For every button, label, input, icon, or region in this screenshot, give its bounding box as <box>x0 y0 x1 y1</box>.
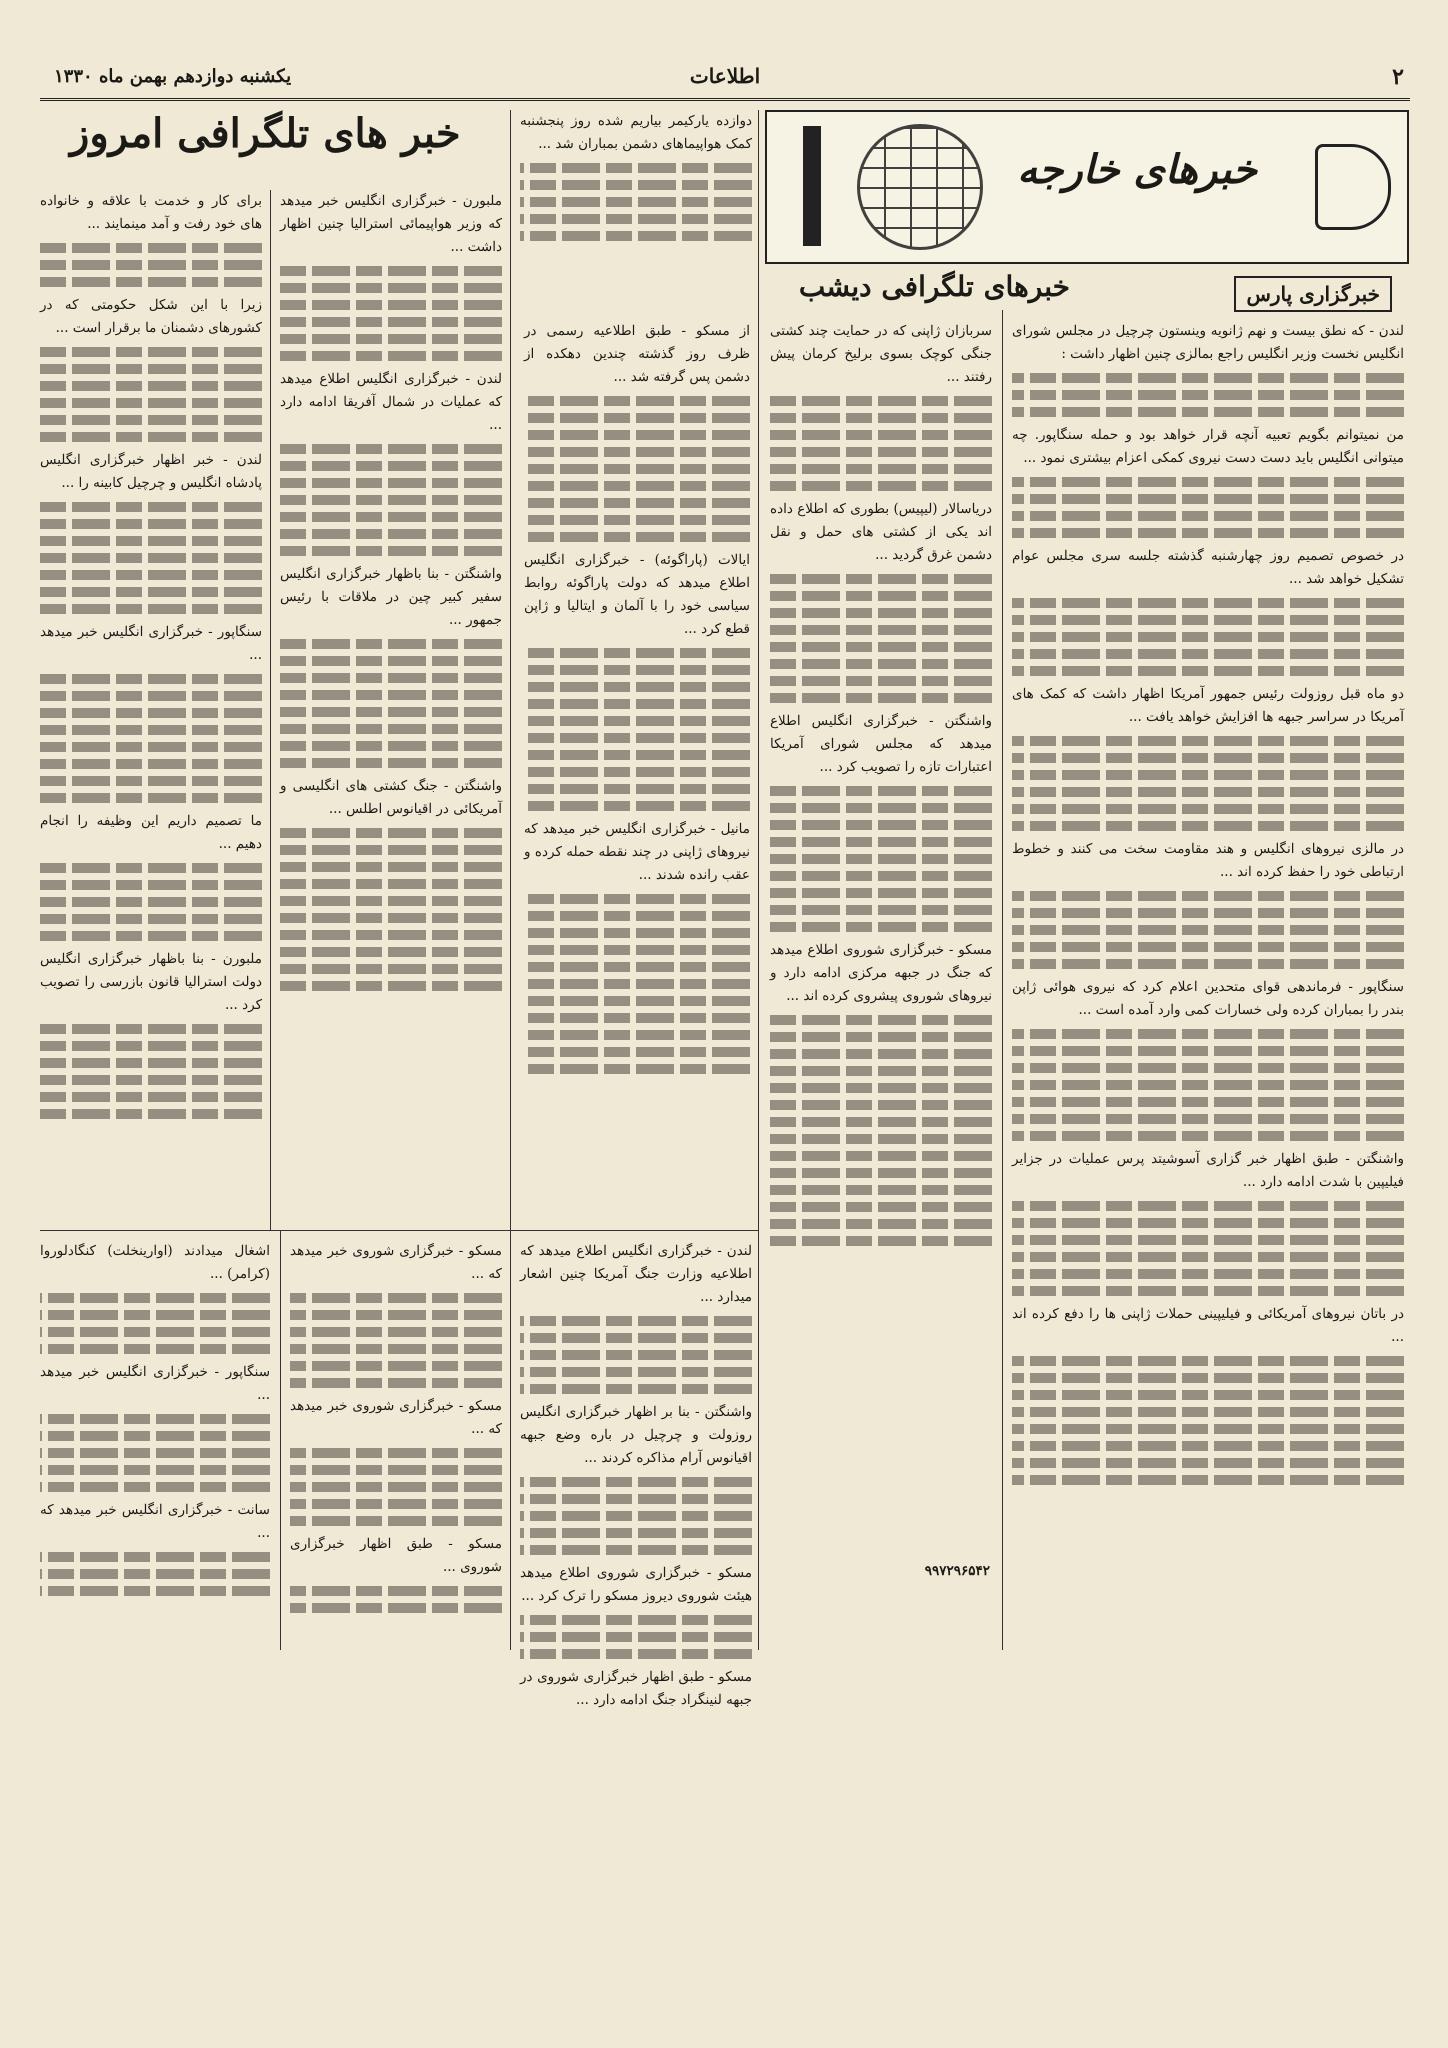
article-paragraph: اشغال میدادند (اوارینخلت) کنگادلوروا (کرامر) ... <box>40 1243 270 1282</box>
article-paragraph: در خصوص تصمیم روز چهارشنبه گذشته جلسه سری مجلس عوام تشکیل خواهد شد ... <box>1012 548 1404 587</box>
pars-column <box>1012 320 1404 1640</box>
article-paragraph: مانیل - خبرگزاری انگلیس خبر میدهد که نیروهای ژاپنی در چند نقطه حمله کرده و عقب رانده شدند ... <box>524 821 750 883</box>
article-paragraph: سنگاپور - خبرگزاری انگلیس خبر میدهد ... <box>40 624 262 663</box>
issue-date: یکشنبه دوازدهم بهمن ماه ۱۳۳۰ <box>54 66 292 87</box>
foreign-news-banner <box>765 110 1409 264</box>
article-paragraph: دریاسالار (لیپیس) بطوری که اطلاع داده اند یکی از کشتی های حمل و نقل دشمن غرق گردید ... <box>770 501 992 563</box>
article-paragraph: واشنگتن - طبق اظهار خبر گزاری آسوشیتد پرس عملیات در جزایر فیلیپین با شدت ادامه دارد ... <box>1012 1151 1404 1190</box>
article-paragraph: دو ماه قبل روزولت رئیس جمهور آمریکا اظهار داشت که کمک های آمریکا در سراسر جبهه ها افزایش خواهد یافت ... <box>1012 686 1404 725</box>
last-night-column-right <box>770 320 992 1640</box>
newspaper-page <box>40 40 1410 2020</box>
banner-title: خبرهای خارجه <box>1017 146 1257 193</box>
article-paragraph: ما تصمیم داریم این وظیفه را انجام دهیم ... <box>40 813 262 852</box>
last-night-headline: خبرهای تلگرافی دیشب <box>798 270 1070 303</box>
globe-icon <box>857 124 983 250</box>
article-paragraph: من نمیتوانم بگویم تعبیه آنچه قرار خواهد بود و حمله سنگاپور. چه میتوانی انگلیس باید دست دست نیروی کمکی اعزام بیشتری نمود ... <box>1012 427 1404 466</box>
article-paragraph: مسکو - خبرگزاری شوروی اطلاع میدهد که جنگ در جبهه مرکزی ادامه دارد و نیروهای شوروی پیشروی کرده اند ... <box>770 942 992 1004</box>
article-paragraph: در مالزی نیروهای انگلیس و هند مقاومت سخت می کنند و خطوط ارتباطی خود را حفظ کرده اند ... <box>1012 841 1404 880</box>
column-rule <box>280 1230 281 1650</box>
bottom-column-center <box>520 1240 752 1708</box>
today-column-right <box>280 190 502 1220</box>
article-paragraph: مسکو - طبق اظهار خبرگزاری شوروی در جبهه لنینگراد جنگ ادامه دارد ... <box>520 1669 752 1708</box>
article-paragraph: لندن - خبرگزاری انگلیس اطلاع میدهد که عملیات در شمال آفریقا ادامه دارد ... <box>280 371 502 433</box>
newspaper-title: اطلاعات <box>689 64 761 88</box>
article-paragraph: سنگاپور - فرماندهی قوای متحدین اعلام کرد که نیروی هوائی ژاپن بندر را بمباران کرده ولی خسارات کمی وارد آمده است ... <box>1012 979 1404 1018</box>
bottom-column-middle <box>290 1240 502 1640</box>
pars-agency-label: خبرگزاری پارس <box>1234 276 1392 312</box>
footer-code: ۹۹۷۲۹۶۵۴۲ <box>924 1563 990 1579</box>
column-rule <box>510 110 511 1230</box>
article-paragraph: ملبورن - خبرگزاری انگلیس خبر میدهد که وزیر هواپیمائی استرالیا چنین اظهار داشت ... <box>280 193 502 255</box>
masthead-bar <box>40 58 1410 101</box>
column-rule <box>1002 310 1003 1650</box>
today-headline: خبر های تلگرافی امروز <box>70 110 461 157</box>
article-paragraph: لندن - که نطق بیست و نهم ژانویه وینستون چرچیل در مجلس شورای انگلیس نخست وزیر انگلیس راجع بمالزی چنین اظهار داشت : <box>1012 323 1404 362</box>
loudspeaker-icon <box>1315 144 1391 230</box>
center-top-column <box>520 110 752 310</box>
article-paragraph: واشنگتن - خبرگزاری انگلیس اطلاع میدهد که مجلس شورای آمریکا اعتبارات تازه را تصویب کرد ... <box>770 713 992 775</box>
article-paragraph: دوازده یارکیمر بیاریم شده روز پنجشنبه کمک هواپیماهای دشمن بمباران شد ... <box>520 113 752 152</box>
article-paragraph: مسکو - خبرگزاری شوروی خبر میدهد که ... <box>290 1243 502 1282</box>
article-paragraph: مسکو - طبق اظهار خبرگزاری شوروی ... <box>290 1536 502 1575</box>
article-paragraph: از مسکو - طبق اطلاعیه رسمی در ظرف روز گذشته چندین دهکده از دشمن پس گرفته شد ... <box>524 323 750 385</box>
bottom-column-left <box>40 1240 270 1640</box>
radio-tower-icon <box>803 126 821 246</box>
article-paragraph: در باتان نیروهای آمریکائی و فیلیپینی حملات ژاپنی ها را دفع کرده اند ... <box>1012 1306 1404 1345</box>
column-rule <box>758 110 759 1650</box>
article-paragraph: واشنگتن - بنا بر اظهار خبرگزاری انگلیس روزولت و چرچیل در باره وضع جبهه اقیانوس آرام مذاکره کردند ... <box>520 1404 752 1466</box>
today-column-left <box>40 190 262 1220</box>
article-paragraph: سربازان ژاپنی که در حمایت چند کشتی جنگی کوچک بسوی برلیخ کرمان پیش رفتند ... <box>770 323 992 385</box>
article-paragraph: ایالات (پاراگوئه) - خبرگزاری انگلیس اطلاع میدهد که دولت پاراگوئه روابط سیاسی خود را با آلمان و ایتالیا و ژاپن قطع کرد ... <box>524 552 750 637</box>
article-paragraph: زیرا با این شکل حکومتی که در کشورهای دشمنان ما برقرار است ... <box>40 297 262 336</box>
article-paragraph: لندن - خبر اظهار خبرگزاری انگلیس پادشاه انگلیس و چرچیل کابینه را ... <box>40 452 262 491</box>
column-rule <box>510 1230 511 1650</box>
article-paragraph: واشنگتن - بنا باظهار خبرگزاری انگلیس سفیر کبیر چین در ملاقات با رئیس جمهور ... <box>280 566 502 628</box>
column-rule <box>270 190 271 1230</box>
article-paragraph: واشنگتن - جنگ کشتی های انگلیسی و آمریکائی در اقیانوس اطلس ... <box>280 778 502 817</box>
article-paragraph: لندن - خبرگزاری انگلیس اطلاع میدهد که اطلاعیه وزارت جنگ آمریکا چنین اشعار میدارد ... <box>520 1243 752 1305</box>
article-paragraph: برای کار و خدمت با علاقه و خانواده های خود رفت و آمد مینمایند ... <box>40 193 262 232</box>
article-paragraph: ملبورن - بنا باظهار خبرگزاری انگلیس دولت استرالیا قانون بازرسی را تصویب کرد ... <box>40 951 262 1013</box>
article-paragraph: مسکو - خبرگزاری شوروی اطلاع میدهد هیئت شوروی دیروز مسکو را ترک کرد ... <box>520 1565 752 1604</box>
article-paragraph: سنگاپور - خبرگزاری انگلیس خبر میدهد ... <box>40 1364 270 1403</box>
article-paragraph: مسکو - خبرگزاری شوروی خبر میدهد که ... <box>290 1398 502 1437</box>
page-number: ۲ <box>1392 64 1404 90</box>
article-paragraph: سانت - خبرگزاری انگلیس خبر میدهد که ... <box>40 1502 270 1541</box>
